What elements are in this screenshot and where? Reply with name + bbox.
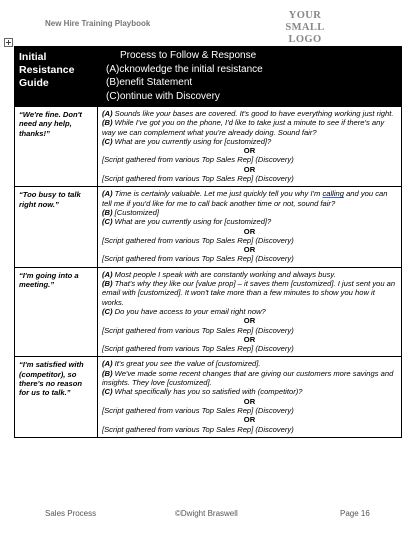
response-a: (A) It's great you see the value of [customized]. bbox=[102, 359, 261, 369]
footer-section-name: Sales Process bbox=[45, 509, 97, 518]
logo-line-2: LOGO bbox=[288, 34, 322, 45]
script-line: [Script gathered from various Top Sales Rep] (Discovery) bbox=[102, 235, 294, 245]
objection-cell: “I'm satisfied with (competitor), so there's no reason for us to talk.” bbox=[15, 357, 98, 437]
or-separator: OR bbox=[243, 334, 256, 344]
script-line: [Script gathered from various Top Sales Rep] (Discovery) bbox=[102, 405, 294, 415]
footer-copyright: ©Dwight Braswell bbox=[175, 509, 238, 518]
footer-page-number: Page 16 bbox=[340, 509, 370, 518]
table-row bbox=[15, 357, 402, 437]
table-row bbox=[15, 187, 402, 267]
company-logo bbox=[272, 10, 338, 46]
script-line: [Script gathered from various Top Sales Rep] (Discovery) bbox=[102, 254, 294, 264]
response-a: (A) Sounds like your bases are covered. It's good to have everything working just right. bbox=[102, 109, 394, 118]
response-a: (A) Time is certainly valuable. Let me just quickly tell you why I'm calling and you can tell me if you'd like for me to call back another time or not, sound fair? bbox=[102, 189, 388, 208]
heading-initial-resistance-guide: Initial Resistance Guide bbox=[15, 47, 98, 107]
or-separator: OR bbox=[243, 396, 256, 406]
or-separator: OR bbox=[243, 316, 256, 326]
logo-line-1: YOUR SMALL bbox=[285, 10, 325, 33]
response-cell bbox=[98, 187, 402, 267]
objection-cell: “We're fine. Don't need any help, thanks!” bbox=[15, 107, 98, 187]
resistance-guide-table bbox=[14, 46, 402, 438]
response-cell bbox=[98, 267, 402, 357]
heading-process-title: Process to Follow & Response bbox=[120, 50, 257, 61]
script-line: [Script gathered from various Top Sales Rep] (Discovery) bbox=[102, 155, 294, 165]
response-cell bbox=[98, 107, 402, 187]
script-line: [Script gathered from various Top Sales Rep] (Discovery) bbox=[102, 344, 294, 354]
script-line: [Script gathered from various Top Sales Rep] (Discovery) bbox=[102, 424, 294, 434]
objection-cell: “Too busy to talk right now.” bbox=[15, 187, 98, 267]
objection-cell: “I'm going into a meeting.” bbox=[15, 267, 98, 357]
heading-step-b: (B)enefit Statement bbox=[106, 77, 193, 88]
response-b: (B) While I've got you on the phone, I'd like to take just a minute to see if there's any way we can complement what you're already doing. Sound fair? bbox=[102, 118, 385, 137]
heading-step-a: (A)cknowledge the initial resistance bbox=[106, 63, 263, 75]
response-c: (C) Do you have access to your email right now? bbox=[102, 306, 266, 316]
response-c: (C) What specifically has you so satisfied with (competitor)? bbox=[102, 387, 303, 397]
response-b: (B) We've made some recent changes that are giving our customers more savings and insights. They love [customized]. bbox=[102, 368, 394, 388]
playbook-title: New Hire Training Playbook bbox=[45, 19, 151, 28]
script-line: [Script gathered from various Top Sales Rep] (Discovery) bbox=[102, 325, 294, 335]
response-c: (C) What are you currently using for [customized]? bbox=[102, 217, 272, 227]
response-cell bbox=[98, 357, 402, 437]
table-row bbox=[15, 107, 402, 187]
table-row bbox=[15, 267, 402, 357]
or-separator: OR bbox=[243, 245, 256, 255]
or-separator: OR bbox=[243, 164, 256, 174]
script-line: [Script gathered from various Top Sales Rep] (Discovery) bbox=[102, 174, 294, 184]
or-separator: OR bbox=[243, 146, 256, 156]
or-separator: OR bbox=[243, 415, 256, 425]
spellcheck-underlined-word: calling bbox=[322, 189, 344, 199]
response-a: (A) Most people I speak with are constantly working and always busy. bbox=[102, 269, 336, 279]
response-b: (B) [Customized] bbox=[102, 207, 159, 217]
heading-step-c: (C)ontinue with Discovery bbox=[106, 90, 220, 102]
table-header-row bbox=[15, 47, 402, 107]
table-move-handle-icon[interactable] bbox=[4, 38, 13, 47]
or-separator: OR bbox=[243, 226, 256, 236]
response-b: (B) That's why they like our [value prop] – it saves them [customized]. I just sent you an email with [customized]. It won't take more than a few minutes to show you how it works. bbox=[102, 279, 396, 307]
heading-process bbox=[98, 47, 402, 107]
response-c: (C) What are you currently using for [customized]? bbox=[102, 136, 272, 146]
